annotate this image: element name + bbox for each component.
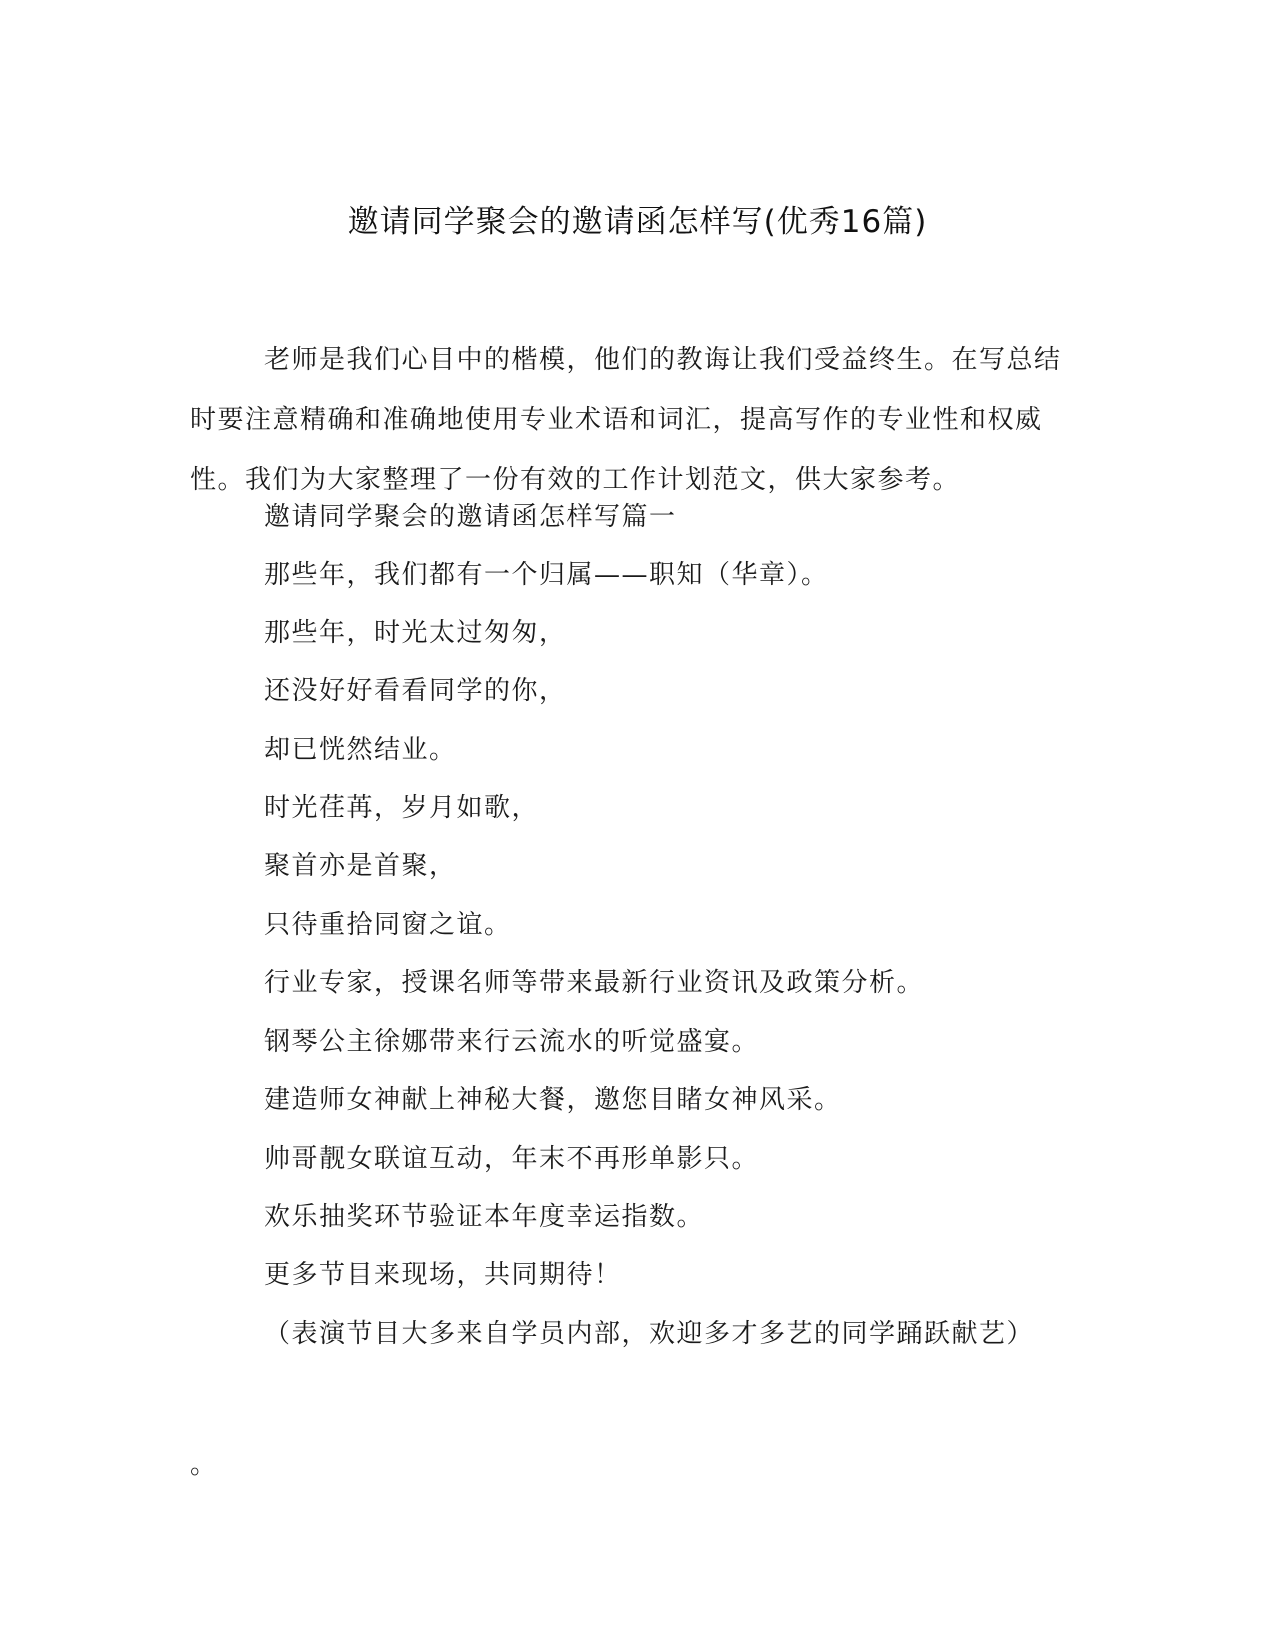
intro-paragraph: 老师是我们心目中的楷模，他们的教诲让我们受益终生。在写总结时要注意精确和准确地使用专业术语和词汇，提高写作的专业性和权威性。我们为大家整理了一份有效的工作计划范文，供大家参考。 (190, 345, 1062, 495)
text-line: 钢琴公主徐娜带来行云流水的听觉盛宴。 (264, 1027, 760, 1057)
text-line: 还没好好看看同学的你， (264, 676, 567, 706)
text-line: 建造师女神献上神秘大餐，邀您目睹女神风采。 (264, 1085, 842, 1115)
text-line: （表演节目大多来自学员内部，欢迎多才多艺的同学踊跃献艺） (264, 1319, 1035, 1349)
trailing-punctuation: 。 (190, 1450, 217, 1480)
text-line: 那些年，我们都有一个归属——职知（华章）。 (264, 560, 829, 590)
text-line: 欢乐抽奖环节验证本年度幸运指数。 (264, 1202, 705, 1232)
text-line: 更多节目来现场，共同期待！ (264, 1260, 622, 1290)
text-line: 行业专家，授课名师等带来最新行业资讯及政策分析。 (264, 968, 925, 998)
text-line: 时光荏苒，岁月如歌， (264, 793, 540, 823)
text-line: 那些年，时光太过匆匆， (264, 618, 567, 648)
text-line: 帅哥靓女联谊互动，年末不再形单影只。 (264, 1144, 760, 1174)
document-title: 邀请同学聚会的邀请函怎样写(优秀16篇) (347, 204, 928, 240)
text-line: 却已恍然结业。 (264, 735, 457, 765)
section-heading: 邀请同学聚会的邀请函怎样写篇一 (264, 502, 677, 532)
text-line: 只待重拾同窗之谊。 (264, 910, 512, 940)
text-line: 聚首亦是首聚， (264, 851, 457, 881)
